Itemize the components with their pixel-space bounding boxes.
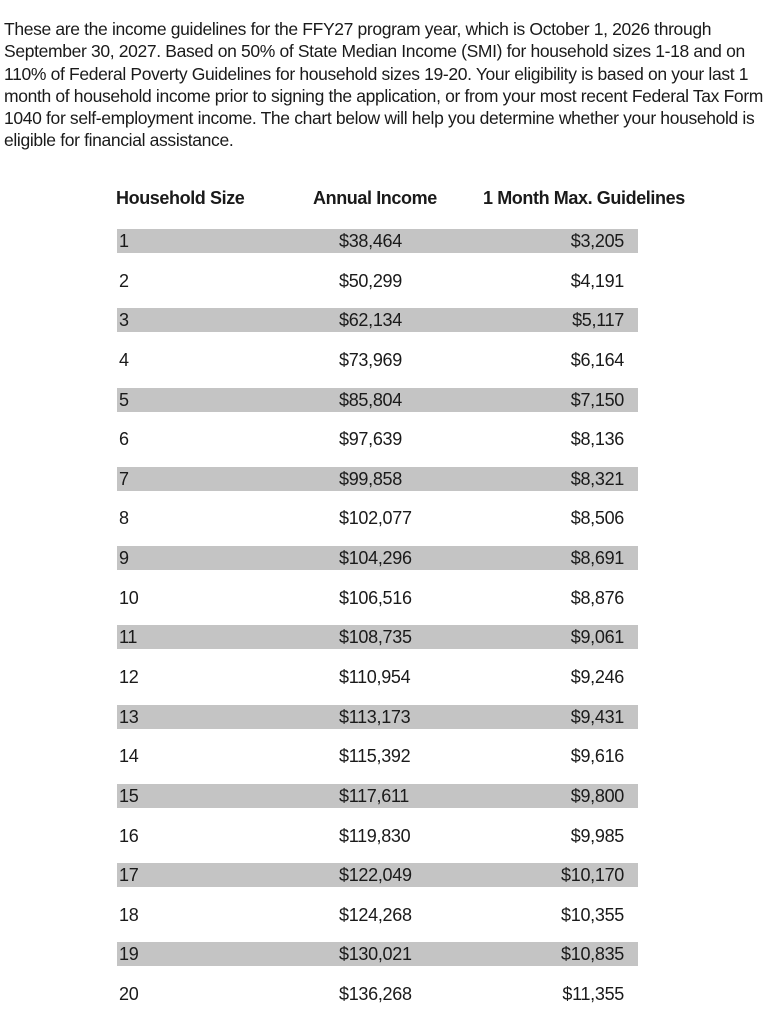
cell-monthly-max: $8,691 [570,548,624,568]
cell-household-size: 13 [119,706,139,727]
cell-household-size: 15 [119,785,139,806]
table-row [117,665,638,689]
cell-household-size: 11 [119,627,138,648]
cell-household-size: 10 [119,587,139,608]
table-row [117,467,638,491]
cell-monthly-max: $9,985 [570,825,624,846]
cell-monthly-max: $10,170 [561,865,624,886]
cell-annual-income: $113,173 [339,706,411,727]
cell-annual-income: $130,021 [339,944,412,965]
cell-monthly-max: $3,205 [570,231,624,251]
table-row [117,586,638,610]
table-row [117,388,638,412]
cell-annual-income: $119,830 [339,825,411,846]
cell-household-size: 19 [119,944,139,965]
cell-monthly-max: $8,321 [570,468,624,489]
table-row [117,269,638,293]
cell-monthly-max: $9,061 [570,627,624,648]
cell-annual-income: $38,464 [339,231,402,251]
cell-annual-income: $117,611 [339,785,410,806]
cell-household-size: 3 [119,310,129,331]
table-row [117,229,638,253]
table-row [117,427,638,451]
table-row [117,308,638,332]
table-row [117,625,638,649]
cell-annual-income: $110,954 [339,666,411,687]
table-row [117,982,638,1006]
cell-monthly-max: $6,164 [570,349,624,370]
cell-household-size: 18 [119,904,139,925]
cell-household-size: 1 [119,231,129,251]
cell-household-size: 16 [119,825,139,846]
table-row [117,824,638,848]
cell-annual-income: $99,858 [339,468,402,489]
cell-household-size: 2 [119,270,129,291]
cell-household-size: 9 [119,548,129,568]
cell-annual-income: $50,299 [339,270,402,291]
table-row [117,784,638,808]
cell-household-size: 6 [119,429,129,450]
cell-household-size: 12 [119,666,139,687]
cell-annual-income: $73,969 [339,349,402,370]
cell-monthly-max: $7,150 [570,389,624,410]
cell-household-size: 7 [119,468,129,489]
table-row [117,903,638,927]
cell-annual-income: $97,639 [339,429,402,450]
cell-monthly-max: $9,431 [570,706,624,727]
cell-annual-income: $122,049 [339,865,412,886]
cell-household-size: 14 [119,746,139,767]
cell-household-size: 8 [119,508,129,529]
cell-annual-income: $124,268 [339,904,412,925]
cell-annual-income: $136,268 [339,984,412,1004]
cell-monthly-max: $10,355 [561,904,624,925]
cell-monthly-max: $9,246 [570,666,624,687]
header-monthly-max: 1 Month Max. Guidelines [483,188,685,208]
cell-annual-income: $108,735 [339,627,412,648]
cell-household-size: 5 [119,389,129,410]
cell-annual-income: $85,804 [339,389,402,410]
intro-paragraph: These are the income guidelines for the FFY27 program year, which is October 1, 2026 through September 30, 2027. Based on 50% of State Median Income (SMI) for household sizes 1-18 and on 110% of Federal Poverty Guidelines for household sizes 19-20. Your eligibility is based on your last 1 month of household income prior to signing the application, or from your most recent Federal Tax Form 1040 for self-employment income. The chart below will help you determine whether your household is eligible for financial assistance. [4,19,764,151]
cell-annual-income: $62,134 [339,310,402,331]
cell-monthly-max: $8,136 [570,429,624,450]
cell-annual-income: $106,516 [339,587,412,608]
cell-monthly-max: $11,355 [562,984,624,1004]
cell-household-size: 20 [119,984,139,1004]
table-row [117,506,638,530]
cell-monthly-max: $5,117 [572,310,624,331]
cell-monthly-max: $9,616 [570,746,624,767]
header-household-size: Household Size [116,188,245,208]
table-row [117,942,638,966]
cell-annual-income: $115,392 [339,746,411,767]
table-row [117,863,638,887]
cell-monthly-max: $9,800 [570,785,624,806]
table-row [117,744,638,768]
table-row [117,705,638,729]
table-row [117,348,638,372]
cell-monthly-max: $10,835 [561,944,624,965]
cell-monthly-max: $4,191 [570,270,624,291]
cell-household-size: 4 [119,349,129,370]
header-annual-income: Annual Income [313,188,437,208]
cell-monthly-max: $8,876 [570,587,624,608]
cell-annual-income: $104,296 [339,548,412,568]
cell-household-size: 17 [119,865,139,886]
cell-annual-income: $102,077 [339,508,412,529]
cell-monthly-max: $8,506 [570,508,624,529]
table-row [117,546,638,570]
